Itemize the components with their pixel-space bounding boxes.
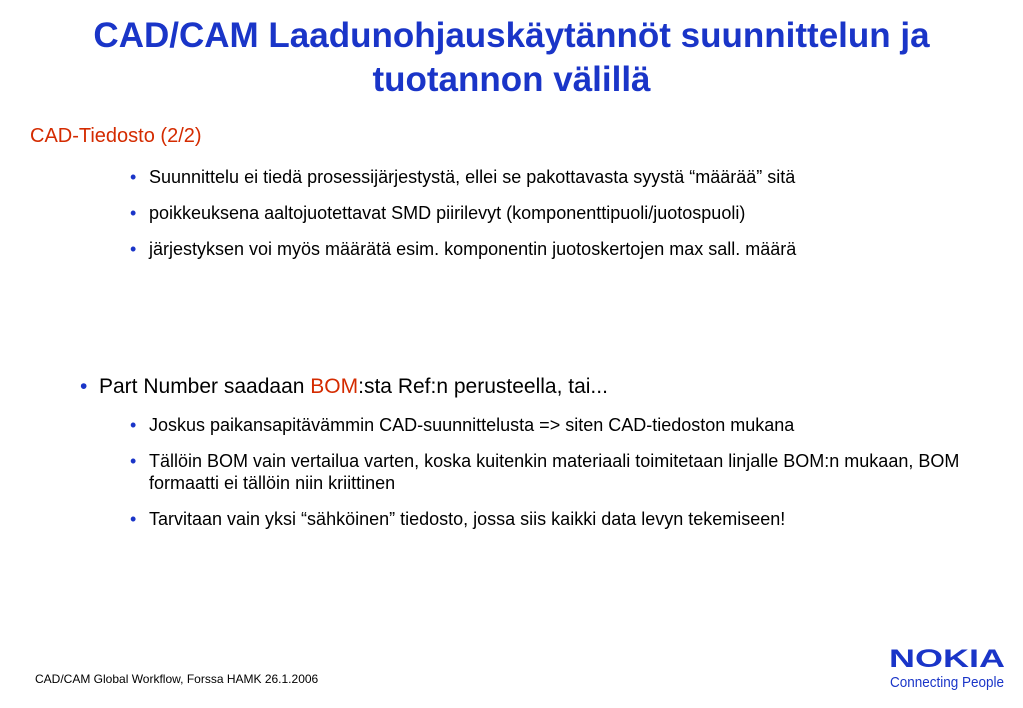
slide-title [0, 14, 1023, 102]
list-item [130, 202, 1000, 224]
logo-tagline: Connecting People [890, 674, 1004, 691]
bullet-marker: • [130, 203, 137, 223]
bullet-marker: • [130, 415, 137, 435]
list-item-text: poikkeuksena aaltojuotettavat SMD piirilevyt (komponenttipuoli/juotospuoli) [149, 203, 746, 223]
list-item [130, 238, 939, 260]
bullet-marker: • [130, 167, 137, 187]
list-item [130, 508, 1000, 530]
section-subheading: CAD-Tiedosto (2/2) [30, 125, 202, 147]
main-bullet-text-before: Part Number saadaan [99, 375, 311, 398]
slide-title-line-2: tuotannon välillä [372, 60, 651, 99]
nokia-logo [888, 645, 1006, 695]
slide-title-line-1: CAD/CAM Laadunohjauskäytännöt suunnittelun ja [93, 16, 930, 55]
footer-text: CAD/CAM Global Workflow, Forssa HAMK 26.1.2006 [35, 672, 319, 686]
bom-highlight: BOM [310, 375, 359, 398]
bullet-marker: • [80, 375, 88, 398]
bullet-marker: • [130, 239, 137, 259]
logo-brand: NOKIA [889, 645, 1005, 673]
list-item-text: Tällöin BOM vain vertailua varten, koska kuitenkin materiaali toimitetaan linjalle BOM:n mukaan, BOM formaatti ei tällöin niin kriittinen [149, 451, 960, 493]
bullet-list-2 [130, 414, 1000, 544]
bullet-marker: • [130, 509, 137, 529]
main-bullet-list [80, 374, 980, 400]
main-bullet-text-after: :sta Ref:n perusteella, tai... [358, 375, 608, 398]
list-item-text: Tarvitaan vain yksi “sähköinen” tiedosto, jossa siis kaikki data levyn tekemiseen! [149, 509, 786, 529]
list-item-text: Joskus paikansapitävämmin CAD-suunnittelusta => siten CAD-tiedoston mukana [149, 415, 795, 435]
bullet-marker: • [130, 451, 137, 471]
list-item-text: Suunnittelu ei tiedä prosessijärjestystä, ellei se pakottavasta syystä “määrää” sitä [149, 167, 796, 187]
bullet-list-1 [130, 166, 1000, 274]
list-item [130, 414, 1000, 436]
list-item [130, 166, 1000, 188]
list-item [130, 450, 1009, 494]
list-item [80, 374, 980, 400]
list-item-text: järjestyksen voi myös määrätä esim. komponentin juotoskertojen max sall. määrä [149, 239, 797, 259]
